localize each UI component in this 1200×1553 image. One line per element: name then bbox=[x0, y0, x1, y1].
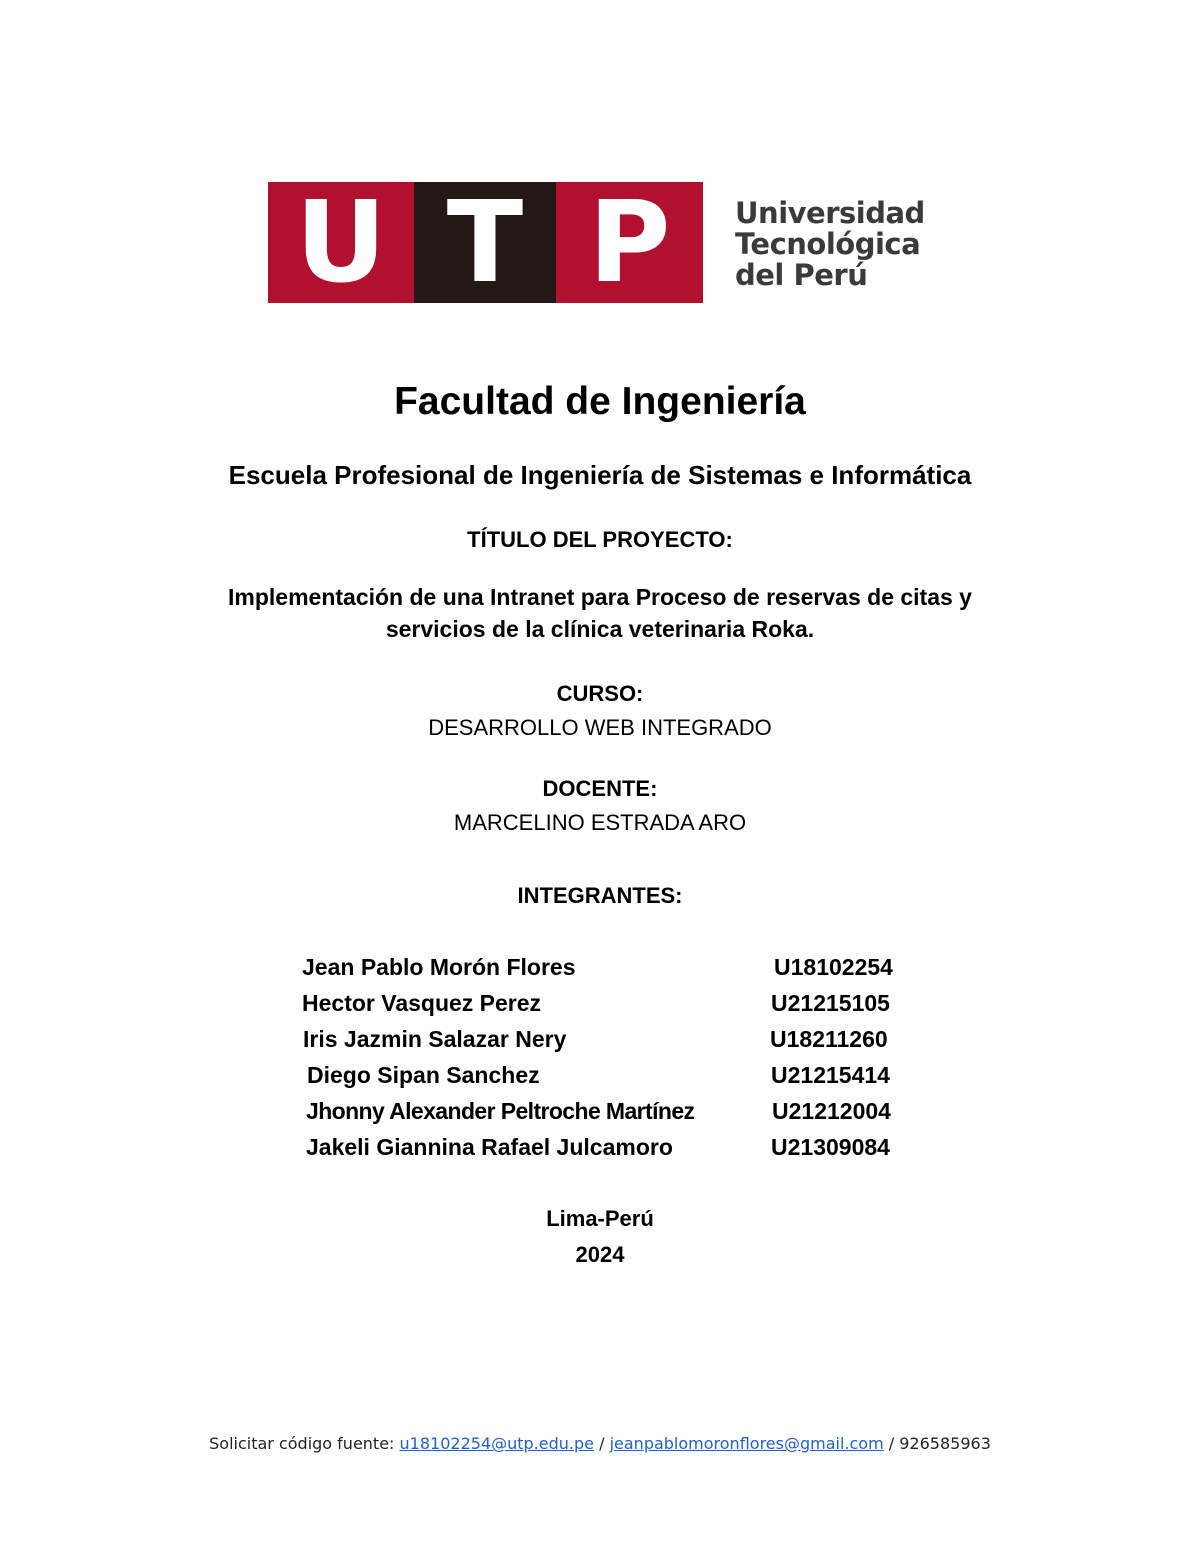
university-name-line-2: Tecnológica bbox=[735, 227, 921, 261]
project-label: TÍTULO DEL PROYECTO: bbox=[467, 527, 733, 552]
member-name: Jhonny Alexander Peltroche Martínez bbox=[306, 1098, 695, 1124]
logo-letter-p: P bbox=[556, 182, 703, 303]
member-row bbox=[302, 954, 922, 988]
member-row bbox=[302, 990, 922, 1024]
member-row bbox=[306, 1134, 926, 1168]
member-row bbox=[303, 1026, 923, 1060]
course-label: CURSO: bbox=[556, 681, 644, 706]
members-label: INTEGRANTES: bbox=[517, 883, 683, 908]
member-name: Iris Jazmin Salazar Nery bbox=[303, 1026, 567, 1052]
school-title: Escuela Profesional de Ingeniería de Sistemas e Informática bbox=[228, 460, 972, 490]
utp-logo bbox=[268, 182, 703, 303]
teacher-label: DOCENTE: bbox=[542, 776, 658, 801]
university-name bbox=[735, 198, 965, 291]
member-name: Jean Pablo Morón Flores bbox=[302, 954, 576, 980]
university-name-line-3: del Perú bbox=[735, 258, 868, 292]
member-code: U21215105 bbox=[771, 990, 890, 1016]
member-code: U18211260 bbox=[770, 1026, 888, 1052]
member-code: U21212004 bbox=[772, 1098, 891, 1124]
year: 2024 bbox=[575, 1242, 625, 1267]
teacher-value: MARCELINO ESTRADA ARO bbox=[453, 810, 747, 835]
member-code: U21215414 bbox=[771, 1062, 890, 1088]
footer-contact bbox=[0, 1434, 1200, 1453]
footer-separator: / bbox=[599, 1434, 605, 1453]
email-link-utp[interactable]: u18102254@utp.edu.pe bbox=[399, 1434, 594, 1453]
university-name-line-1: Universidad bbox=[735, 196, 925, 230]
member-name: Jakeli Giannina Rafael Julcamoro bbox=[306, 1134, 673, 1160]
member-code: U18102254 bbox=[774, 954, 893, 980]
course-value: DESARROLLO WEB INTEGRADO bbox=[428, 715, 772, 740]
logo-letter-u: U bbox=[268, 182, 414, 303]
project-title-line-1: Implementación de una Intranet para Proceso de reservas de citas y bbox=[228, 584, 972, 610]
member-name: Diego Sipan Sanchez bbox=[307, 1062, 540, 1088]
member-row bbox=[306, 1098, 926, 1132]
logo-letter-t: T bbox=[414, 182, 556, 303]
member-row bbox=[307, 1062, 927, 1096]
footer-phone: 926585963 bbox=[899, 1434, 991, 1453]
footer-prefix: Solicitar código fuente: bbox=[209, 1434, 395, 1453]
place: Lima-Perú bbox=[546, 1206, 654, 1231]
member-code: U21309084 bbox=[771, 1134, 890, 1160]
faculty-title: Facultad de Ingeniería bbox=[394, 380, 806, 423]
footer-separator: / bbox=[888, 1434, 895, 1453]
email-link-gmail[interactable]: jeanpablomoronflores@gmail.com bbox=[609, 1434, 884, 1453]
project-title-line-2: servicios de la clínica veterinaria Roka. bbox=[385, 616, 815, 642]
member-name: Hector Vasquez Perez bbox=[302, 990, 542, 1016]
